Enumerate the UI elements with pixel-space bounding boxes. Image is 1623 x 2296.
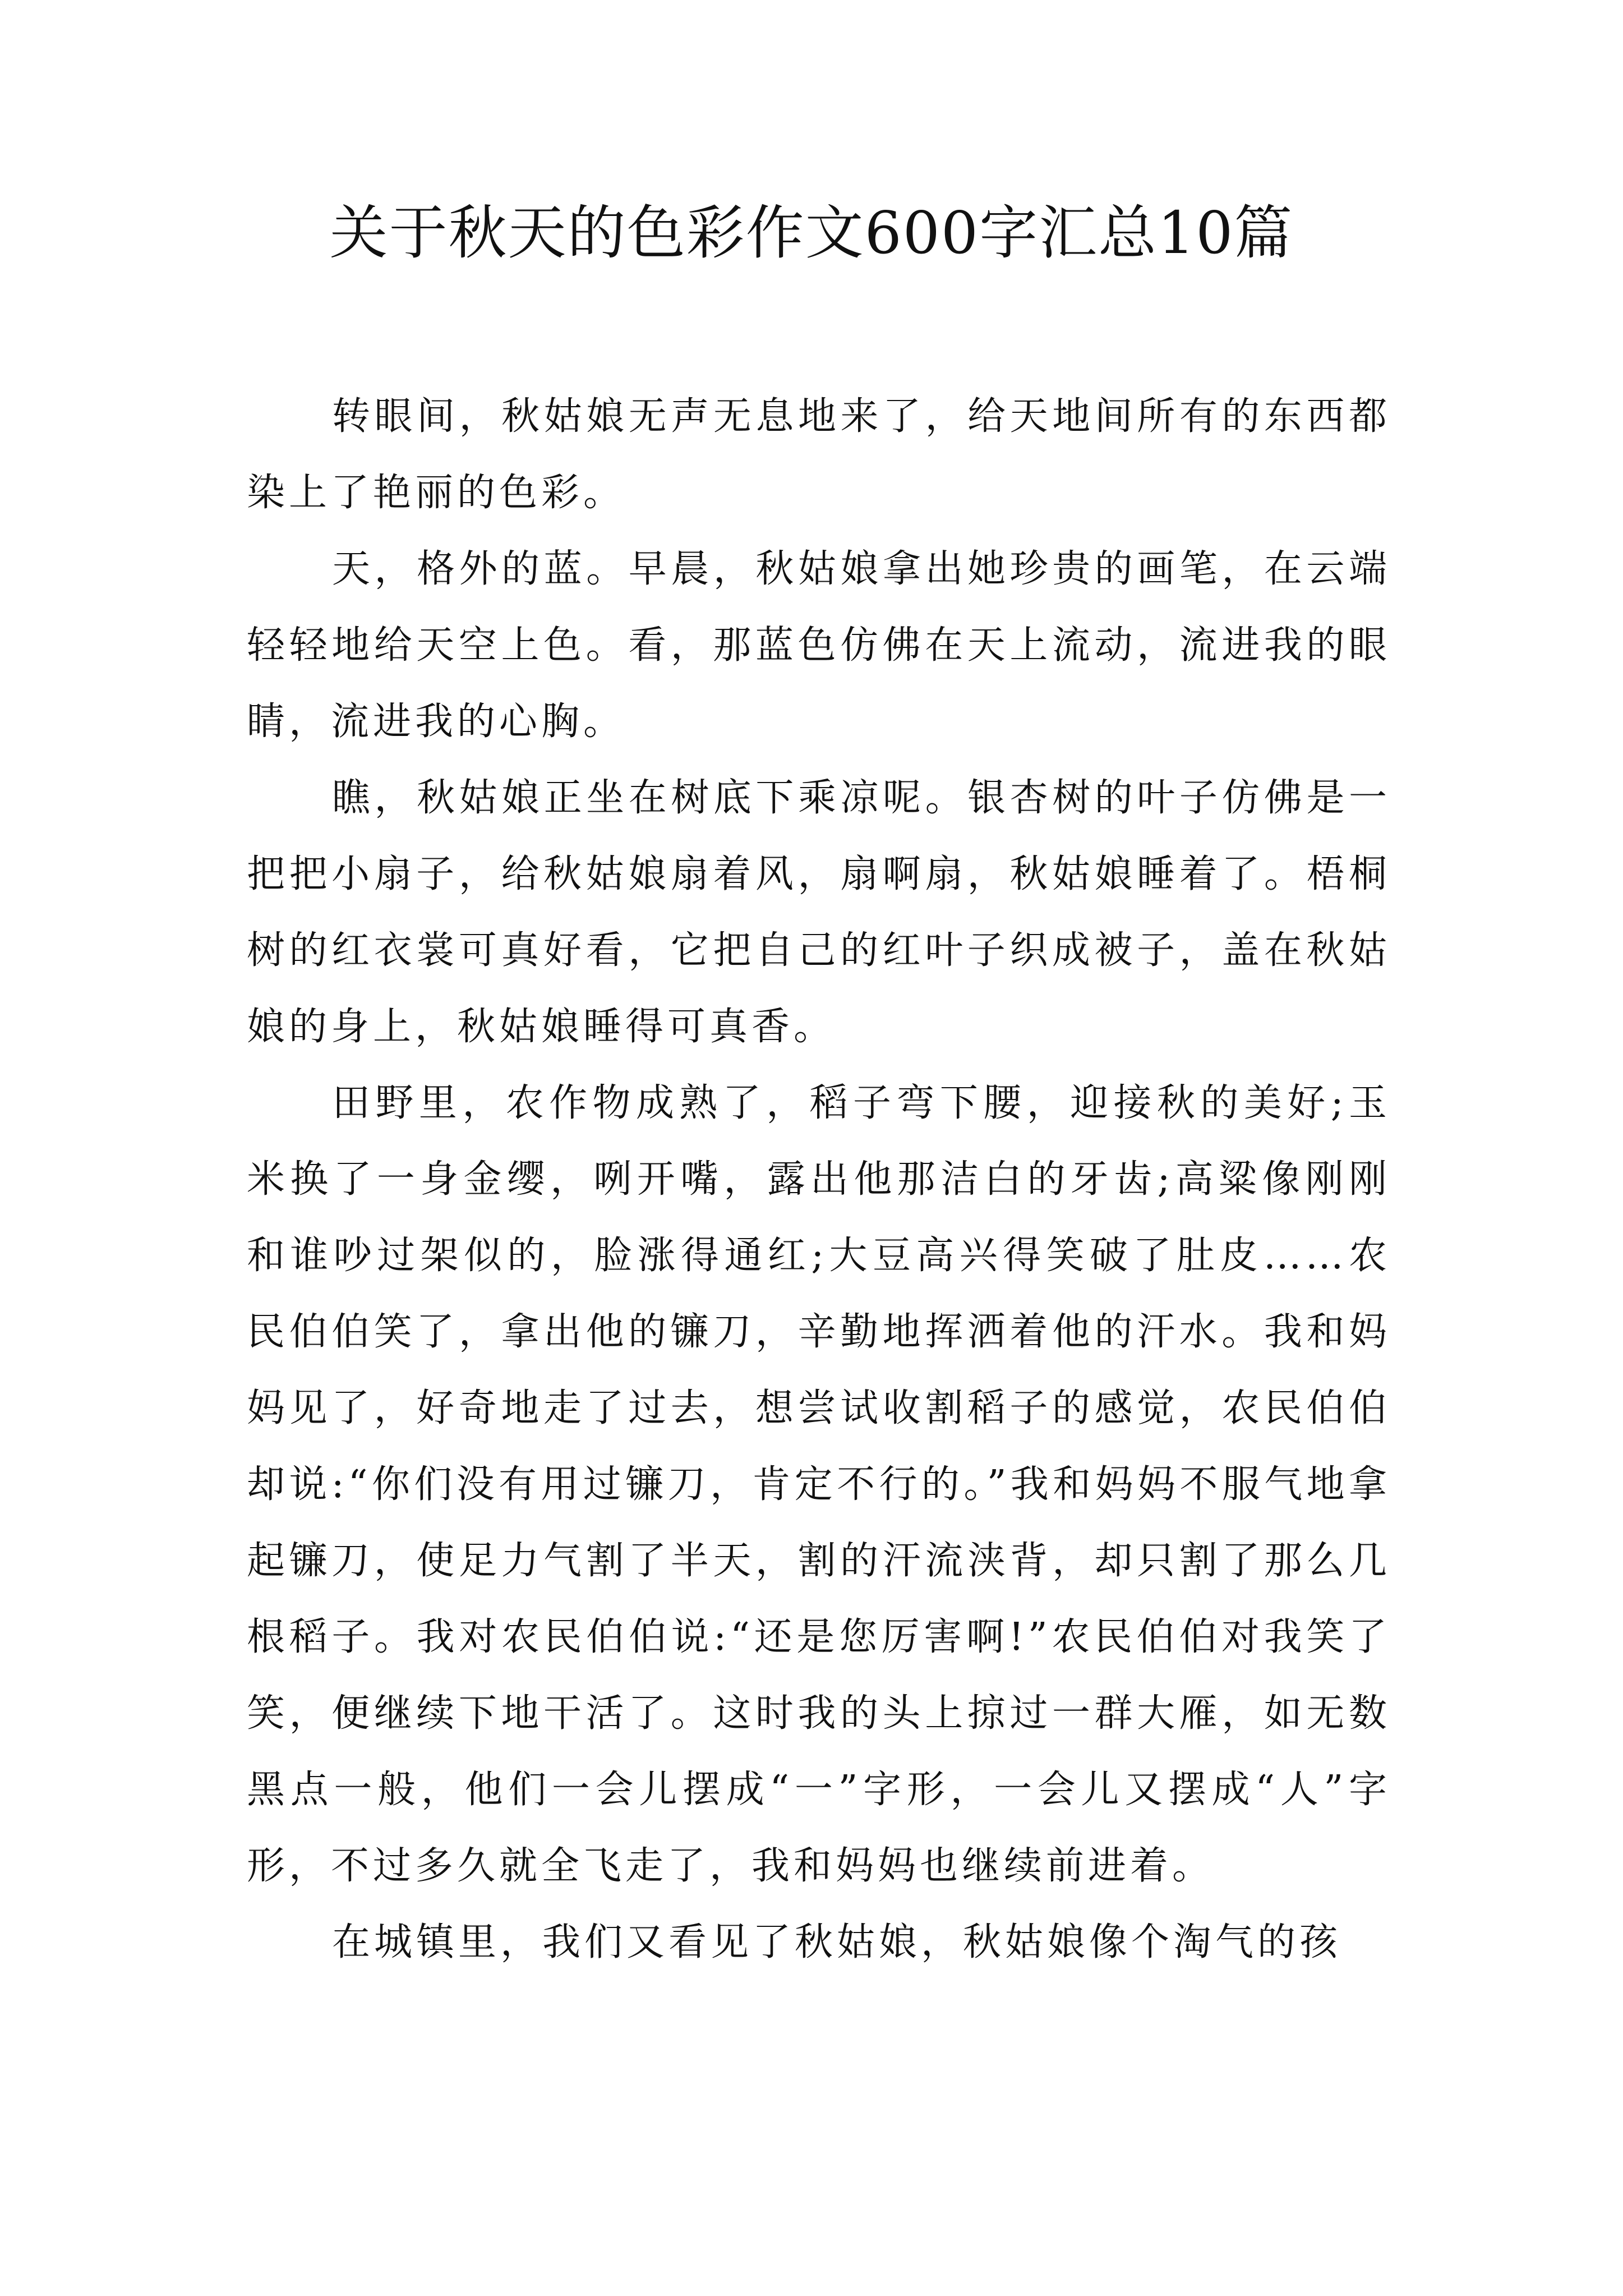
document-title: 关于秋天的色彩作文600字汇总10篇 bbox=[329, 199, 1294, 267]
paragraph: 在城镇里，我们又看见了秋姑娘，秋姑娘像个淘气的孩 bbox=[332, 1920, 1342, 1964]
paragraph: 天，格外的蓝。早晨，秋姑娘拿出她珍贵的画笔，在云端轻轻地给天空上色。看，那蓝色仿佛在天上流动，流进我的眼睛，流进我的心胸。 bbox=[247, 547, 1391, 744]
paragraph: 瞧，秋姑娘正坐在树底下乘凉呢。银杏树的叶子仿佛是一把把小扇子，给秋姑娘扇着风，扇啊扇，秋姑娘睡着了。梧桐树的红衣裳可真好看，它把自己的红叶子织成被子，盖在秋姑娘的身上，秋姑娘睡得可真香。 bbox=[247, 776, 1391, 1049]
paragraph: 田野里，农作物成熟了，稻子弯下腰，迎接秋的美好;玉米换了一身金缨，咧开嘴，露出他那洁白的牙齿;高粱像刚刚和谁吵过架似的，脸涨得通红;大豆高兴得笑破了肚皮……农民伯伯笑了，拿出他的镰刀，辛勤地挥洒着他的汗水。我和妈妈见了，好奇地走了过去，想尝试收割稻子的感觉，农民伯伯却说:“你们没有用过镰刀，肯定不行的。”我和妈妈不服气地拿起镰刀，使足力气割了半天，割的汗流浃背，却只割了那么几根稻子。我对农民伯伯说:“还是您厉害啊!”农民伯伯对我笑了笑，便继续下地干活了。这时我的头上掠过一群大雁，如无数黑点一般，他们一会儿摆成“一”字形，一会儿又摆成“人”字形，不过多久就全飞走了，我和妈妈也继续前进着。 bbox=[247, 1081, 1391, 1888]
paragraph: 转眼间，秋姑娘无声无息地来了，给天地间所有的东西都染上了艳丽的色彩。 bbox=[247, 394, 1391, 515]
document-body bbox=[247, 379, 1391, 1981]
